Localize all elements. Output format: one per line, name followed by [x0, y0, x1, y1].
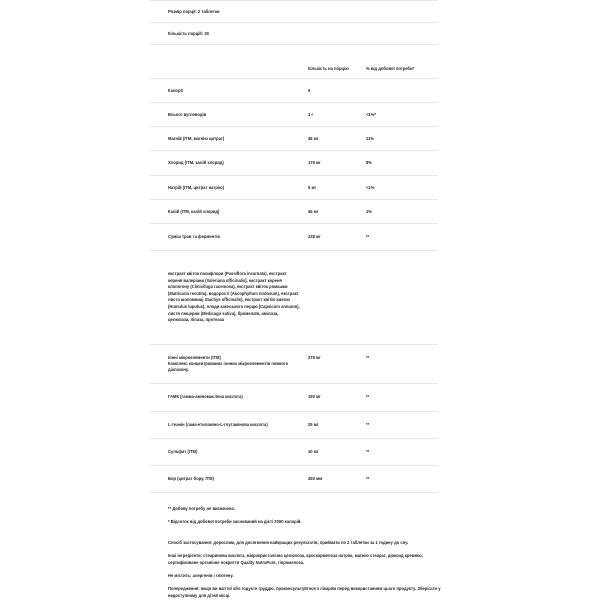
- column-header-amount: Кількість на порцію: [308, 57, 366, 79]
- directions-of-use: Спосіб застосування: дорослим, для досягнення найкращих результатів, приймати по 2 таблетки за 1 годину до сну.: [168, 540, 409, 545]
- nutrient-amount: 10 мг: [308, 438, 366, 465]
- herbal-blend-ingredients: екстракт квіток пасифлори (Passiflora incarnata), екстракт кореня валеріани (Valeriana officinalis), екстракт кореня клопогону (Cimicifuga racemosa), екстракт квіток ромашки (Matricaria recutita), водорості (Ascophyllum nodosum), екстракт листа шоломниці Stachys officinalis), екстракт квітів хмелю (Humulus lupulus), плоди каєнського перцю (Capsicum annuum), листя люцерни (Medicago sativa), бромелаїн, амілаза, целюлаза, ліпаза, протеаза: [150, 250, 308, 344]
- nutrient-daily-value: [366, 78, 438, 102]
- column-header-daily-value: % від добової потреби*: [366, 57, 438, 79]
- table-row: [150, 465, 438, 492]
- table-header-row: [150, 57, 438, 79]
- nutrition-facts-table: [150, 57, 438, 493]
- nutrient-name: Калій (ІТМ, калій хлорид): [150, 199, 308, 223]
- facts-panel: [150, 0, 438, 532]
- nutrient-daily-value: **: [366, 411, 438, 438]
- serving-info-table: [150, 0, 438, 45]
- nutrient-amount: 275 мг: [308, 344, 366, 383]
- nutrient-daily-value: <1%: [366, 175, 438, 199]
- table-row: [150, 103, 438, 127]
- nutrient-name: Калорії: [150, 78, 308, 102]
- nutrient-daily-value: **: [366, 438, 438, 465]
- nutrient-daily-value: **: [366, 384, 438, 411]
- footnote-dv-not-established: ** Добову потребу не визначено.: [168, 505, 236, 511]
- nutrient-amount: 1 г: [308, 103, 366, 127]
- allergen-statement: Не містить: алергенів і глютену.: [168, 573, 234, 579]
- nutrient-daily-value: 11%: [366, 127, 438, 151]
- table-row: [150, 78, 438, 102]
- herbal-blend-amount: [308, 250, 366, 344]
- herbal-blend-daily-value: [366, 250, 438, 344]
- table-row: [150, 223, 438, 250]
- nutrient-amount: 175 мг: [308, 151, 366, 175]
- nutrient-name: Бор (цитрат бору, ІТМ): [150, 465, 308, 492]
- nutrient-amount: 25 мг: [308, 411, 366, 438]
- nutrient-daily-value: **: [366, 344, 438, 383]
- warning-statement: Попередження: якщо ви вагітні або годуєте груддю, проконсультуйтеся з лікарем перед використанням цього продукту. Зберігати у недоступному для дітей місці.: [168, 586, 441, 598]
- nutrient-amount: 5: [308, 78, 366, 102]
- nutrient-amount: 45 мг: [308, 199, 366, 223]
- table-row: [150, 22, 438, 44]
- ionic-trace-description: Комплекс концентрованих іонних мікроелементів повного діапазону.: [168, 361, 289, 373]
- nutrient-amount: 350 мкг: [308, 465, 366, 492]
- nutrient-daily-value: 8%: [366, 151, 438, 175]
- nutrient-name: Сульфат (ІТМ): [150, 438, 308, 465]
- table-row: [150, 127, 438, 151]
- table-row: [150, 384, 438, 411]
- column-header-nutrient: [150, 57, 308, 79]
- other-ingredients: Інші інгредієнти: стеаринова кислота, мікрокристалічна целюлоза, кроскармелоза натрію, магнію стеарат, діоксид кремнію, сертифіковане органічне покриття Quality NutraPure, гіпромелоза.: [168, 553, 423, 565]
- nutrient-amount: 46 мг: [308, 127, 366, 151]
- table-row: [150, 1, 438, 23]
- table-row: [150, 151, 438, 175]
- herbal-blend-row: [150, 250, 438, 344]
- servings-per-container: Кількість порцій: 30: [150, 22, 438, 44]
- nutrient-daily-value: 1%: [366, 199, 438, 223]
- nutrient-name: Всього вуглеводів: [150, 103, 308, 127]
- nutrient-daily-value: **: [366, 223, 438, 250]
- nutrient-daily-value: **: [366, 465, 438, 492]
- nutrient-name: Хлорид (ІТМ, калій хлорид): [150, 151, 308, 175]
- nutrient-amount: 238 мг: [308, 223, 366, 250]
- nutrient-name: Магній (ІТМ, магнію цитрат): [150, 127, 308, 151]
- serving-size: Розмір порції: 2 таблетки: [150, 1, 438, 23]
- table-row: [150, 438, 438, 465]
- nutrient-name: Натрій (ІТМ, цитрат натрію): [150, 175, 308, 199]
- table-row: [150, 175, 438, 199]
- nutrient-name: Суміш трав та ферментів: [150, 223, 308, 250]
- nutrient-name: [150, 344, 308, 383]
- table-row: [150, 344, 438, 383]
- nutrient-amount: 5 мг: [308, 175, 366, 199]
- directions-block: [168, 540, 454, 599]
- nutrient-name: ГАМК (гамма-аміномаслена кислота): [150, 384, 308, 411]
- table-row: [150, 199, 438, 223]
- footnotes: [150, 506, 438, 525]
- table-row: [150, 411, 438, 438]
- footnote-calorie-basis: * Відсоток від добової потреби заснований на дієті 2000 калорій.: [168, 519, 302, 525]
- nutrient-name: L-теанін (гама-етиламіно-L-глутамінова кислота): [150, 411, 308, 438]
- nutrient-amount: 150 мг: [308, 384, 366, 411]
- nutrient-daily-value: <1%*: [366, 103, 438, 127]
- ionic-trace-title: Іонні мікроелементи (ІТМ): [168, 354, 221, 360]
